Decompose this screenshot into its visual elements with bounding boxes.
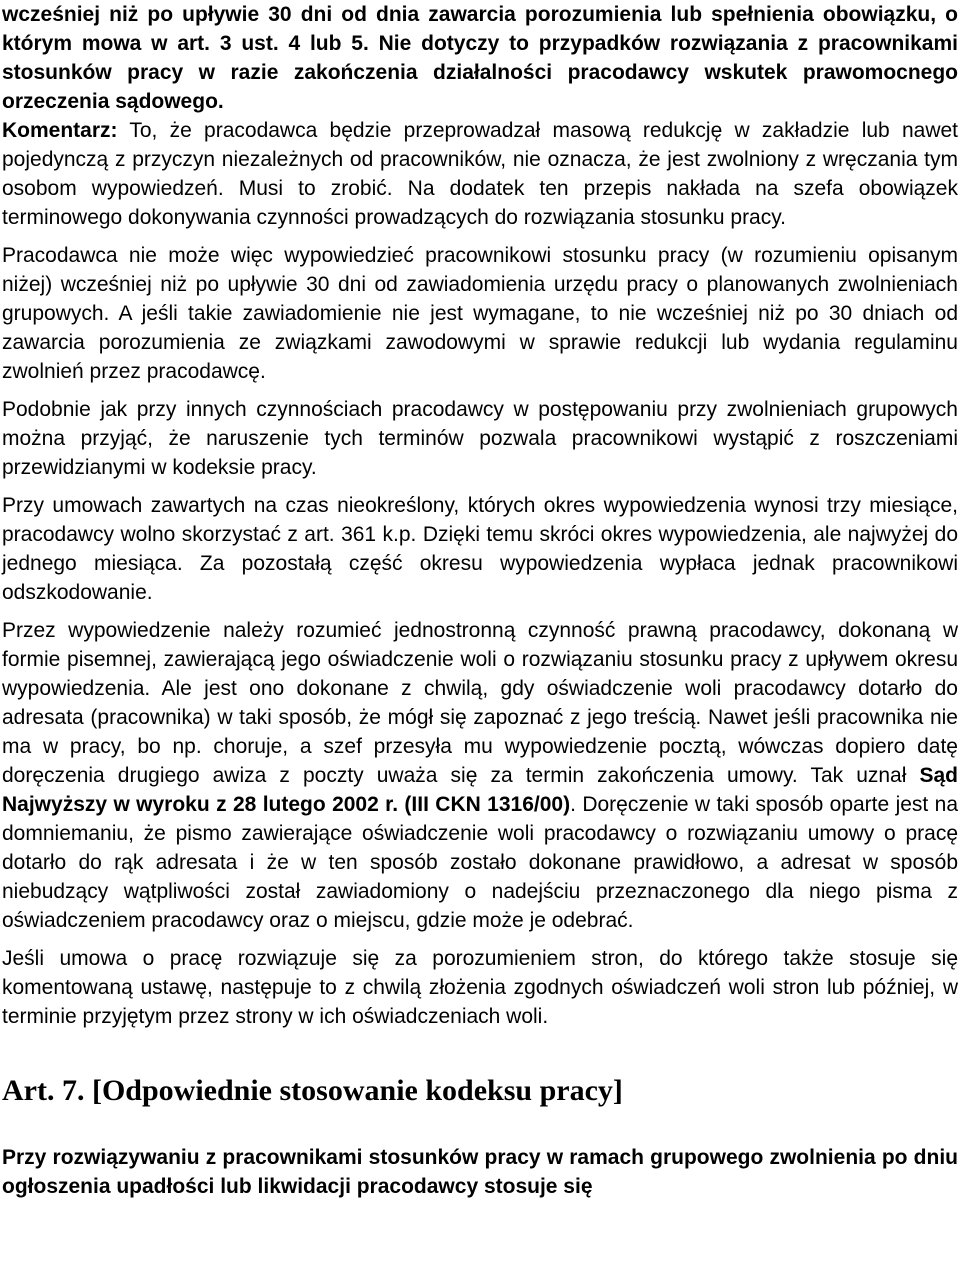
statute-text: wcześniej niż po upływie 30 dni od dnia zawarcia porozumienia lub spełnienia obowiązku, o którym mowa w art. 3 ust. 4 lub 5. Nie dotyczy to przypadków rozwiązania z pracownikami stosunków pracy w razie zakończenia działalności pracodawcy wskutek prawomocnego orzeczenia sądowego. bbox=[2, 3, 958, 113]
article-statute-paragraph bbox=[2, 1143, 958, 1201]
body-paragraph-5-text-3: Nawet jeśli pracownika nie ma w pracy, bo np. choruje, a szef przesyła mu wypowiedzenie pocztą, wówczas dopiero datę doręczenia drugiego awiza z poczty uważa się za termin zakończenia umowy. Tak uznał bbox=[2, 706, 958, 787]
body-paragraph-5-text-1: Przez wypowiedzenie należy rozumieć jednostronną czynność prawną pracodawcy, dokonaną w formie pisemnej, zawierającą jego oświadczenie woli o rozwiązaniu stosunku pracy z upływem okresu wypowiedzenia. bbox=[2, 619, 958, 700]
body-paragraph-6-text: Jeśli umowa o pracę rozwiązuje się za porozumieniem stron, do którego także stosuje się komentowaną ustawę, następuje to z chwilą złożenia zgodnych oświadczeń woli stron lub później, w terminie przyjętym przez strony w ich oświadczeniach woli. bbox=[2, 947, 958, 1028]
body-paragraph-4-text-2: Dzięki temu skróci okres wypowiedzenia, ale najwyżej do jednego miesiąca. Za pozostałą część okresu wypowiedzenia wypłaca jednak pracownikowi odszkodowanie. bbox=[2, 523, 958, 604]
body-paragraph-3-text: Podobnie jak przy innych czynnościach pracodawcy w postępowaniu przy zwolnieniach grupowych można przyjąć, że naruszenie tych terminów pozwala pracownikowi wystąpić z roszczeniami przewidzianymi w kodeksie pracy. bbox=[2, 398, 958, 479]
commentary-label: Komentarz: bbox=[2, 119, 118, 142]
body-paragraph-2 bbox=[2, 241, 958, 386]
body-paragraph-2-text-2: A jeśli takie zawiadomienie nie jest wymagane, to nie wcześniej niż po 30 dniach od zawarcia porozumienia ze związkami zawodowymi w sprawie redukcji lub wydania regulaminu zwolnień przez pracodawcę. bbox=[2, 302, 958, 383]
body-paragraph-4-text-1: Przy umowach zawartych na czas nieokreślony, których okres wypowiedzenia wynosi trzy miesiące, pracodawcy wolno skorzystać z art. 361 k.p. bbox=[2, 494, 958, 546]
commentary-text-1: To, że pracodawca będzie przeprowadzał masową redukcję w zakładzie lub nawet pojedynczą z przyczyn niezależnych od pracowników, nie oznacza, że jest zwolniony z wręczania tym osobom wypowiedzeń. Musi to zrobić. bbox=[2, 119, 958, 200]
body-paragraph-4 bbox=[2, 491, 958, 607]
court-citation: Sąd Najwyższy w wyroku z 28 lutego 2002 r. (III CKN 1316/00) bbox=[2, 764, 958, 816]
body-paragraph-5 bbox=[2, 616, 958, 935]
statute-paragraph bbox=[2, 0, 958, 116]
body-paragraph-6 bbox=[2, 944, 958, 1031]
article-heading: Art. 7. [Odpowiednie stosowanie kodeksu pracy] bbox=[2, 1074, 623, 1107]
body-paragraph-5-text-2: Ale jest ono dokonane z chwilą, gdy oświadczenie woli pracodawcy dotarło do adresata (pracownika) w taki sposób, że mógł się zapoznać z jego treścią. bbox=[2, 677, 958, 729]
body-paragraph-2-text-1: Pracodawca nie może więc wypowiedzieć pracownikowi stosunku pracy (w rozumieniu opisanym niżej) wcześniej niż po upływie 30 dni od zawiadomienia urzędu pracy o planowanych zwolnieniach grupowych. bbox=[2, 244, 958, 325]
body-paragraph-5-text-4: . Doręczenie w taki sposób oparte jest na domniemaniu, że pismo zawierające oświadczenie woli pracodawcy o rozwiązaniu umowy o pracę dotarło do rąk adresata i że w ten sposób zostało dokonane prawidłowo, a adresat w sposób niebudzący wątpliwości został zawiadomiony o nadejściu przeznaczonego dla niego pisma z oświadczeniem pracodawcy oraz o miejscu, gdzie może je odebrać. bbox=[2, 793, 959, 932]
commentary-text-2: Na dodatek ten przepis nakłada na szefa obowiązek terminowego dokonywania czynności prowadzących do rozwiązania stosunku pracy. bbox=[2, 177, 958, 229]
commentary-paragraph bbox=[2, 116, 958, 232]
article-statute-text: Przy rozwiązywaniu z pracownikami stosunków pracy w ramach grupowego zwolnienia po dniu ogłoszenia upadłości lub likwidacji pracodawcy stosuje się bbox=[2, 1146, 958, 1198]
body-paragraph-3 bbox=[2, 395, 958, 482]
